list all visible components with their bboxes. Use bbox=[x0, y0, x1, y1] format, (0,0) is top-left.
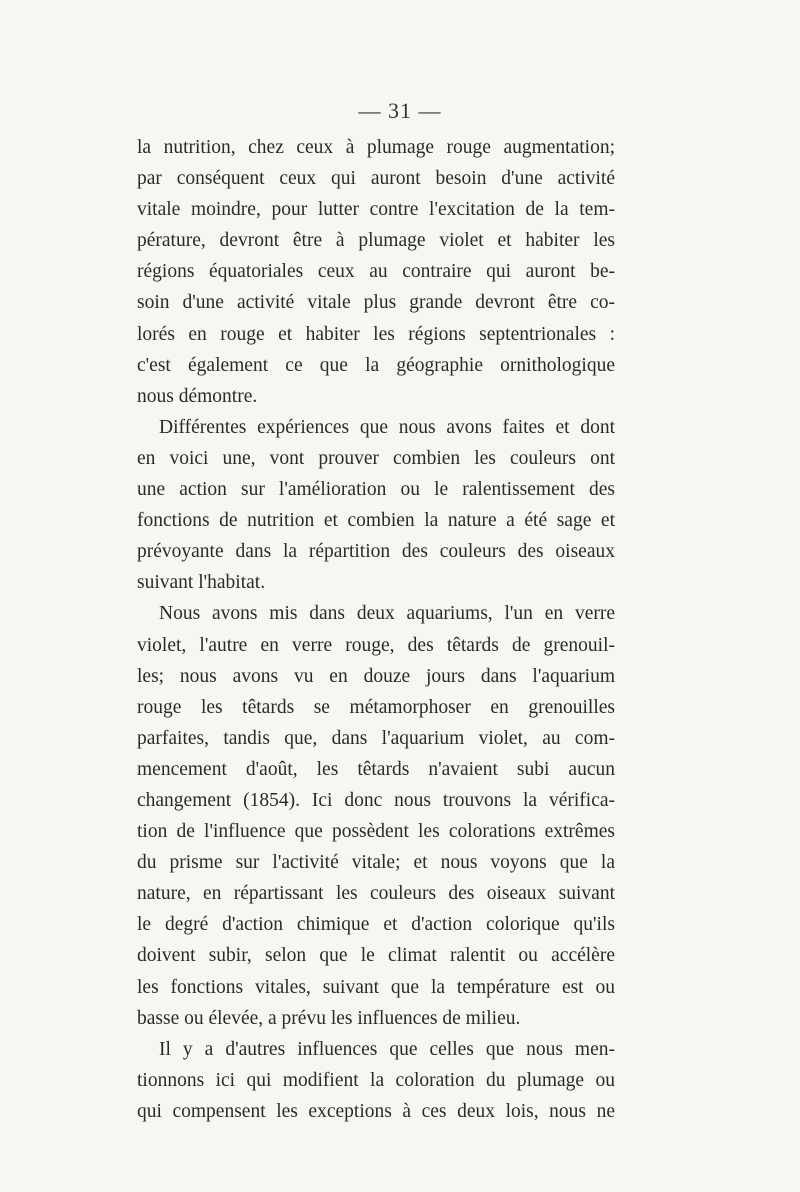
text-line: nature, en répartissant les couleurs des oiseaux suivant bbox=[137, 883, 615, 905]
text-line: rouge les têtards se métamorphoser en grenouilles bbox=[137, 696, 615, 718]
text-line: parfaites, tandis que, dans l'aquarium violet, au com- bbox=[137, 727, 615, 749]
text-line: qui compensent les exceptions à ces deux lois, nous ne bbox=[137, 1100, 615, 1122]
text-line: vitale moindre, pour lutter contre l'excitation de la tem- bbox=[137, 199, 615, 221]
text-line: lorés en rouge et habiter les régions septentrionales : bbox=[137, 323, 615, 345]
text-line: une action sur l'amélioration ou le ralentissement des bbox=[137, 479, 615, 501]
text-line: Il y a d'autres influences que celles que nous men- bbox=[159, 1038, 615, 1060]
text-line: fonctions de nutrition et combien la nature a été sage et bbox=[137, 510, 615, 532]
text-line: doivent subir, selon que le climat ralentit ou accélère bbox=[137, 945, 615, 967]
text-line: suivant l'habitat. bbox=[137, 572, 266, 594]
text-line: violet, l'autre en verre rouge, des têtards de grenouil- bbox=[137, 634, 615, 656]
text-line: tion de l'influence que possèdent les colorations extrêmes bbox=[137, 821, 615, 843]
text-line: les fonctions vitales, suivant que la température est ou bbox=[137, 976, 615, 998]
text-line: par conséquent ceux qui auront besoin d'une activité bbox=[137, 168, 615, 190]
text-line: les; nous avons vu en douze jours dans l'aquarium bbox=[137, 665, 615, 687]
text-line: du prisme sur l'activité vitale; et nous voyons que la bbox=[137, 852, 615, 874]
text-line: nous démontre. bbox=[137, 385, 258, 407]
body-text bbox=[137, 132, 615, 1127]
text-line: basse ou élevée, a prévu les influences de milieu. bbox=[137, 1007, 521, 1029]
text-line: c'est également ce que la géographie ornithologique bbox=[137, 354, 615, 376]
text-line: régions équatoriales ceux au contraire qui auront be- bbox=[137, 261, 615, 283]
text-line: prévoyante dans la répartition des couleurs des oiseaux bbox=[137, 541, 615, 563]
text-line: soin d'une activité vitale plus grande devront être co- bbox=[137, 292, 615, 314]
text-line: tionnons ici qui modifient la coloration du plumage ou bbox=[137, 1069, 615, 1091]
text-line: le degré d'action chimique et d'action colorique qu'ils bbox=[137, 914, 615, 936]
text-line: mencement d'août, les têtards n'avaient subi aucun bbox=[137, 758, 615, 780]
text-line: la nutrition, chez ceux à plumage rouge augmentation; bbox=[137, 137, 615, 158]
text-line: changement (1854). Ici donc nous trouvons la vérifica- bbox=[137, 789, 615, 811]
page-number: — 31 — bbox=[358, 98, 442, 123]
text-line: en voici une, vont prouver combien les couleurs ont bbox=[137, 447, 615, 469]
text-line: pérature, devront être à plumage violet et habiter les bbox=[137, 230, 615, 252]
text-line: Différentes expériences que nous avons faites et dont bbox=[159, 416, 615, 438]
text-line: Nous avons mis dans deux aquariums, l'un en verre bbox=[159, 603, 615, 625]
